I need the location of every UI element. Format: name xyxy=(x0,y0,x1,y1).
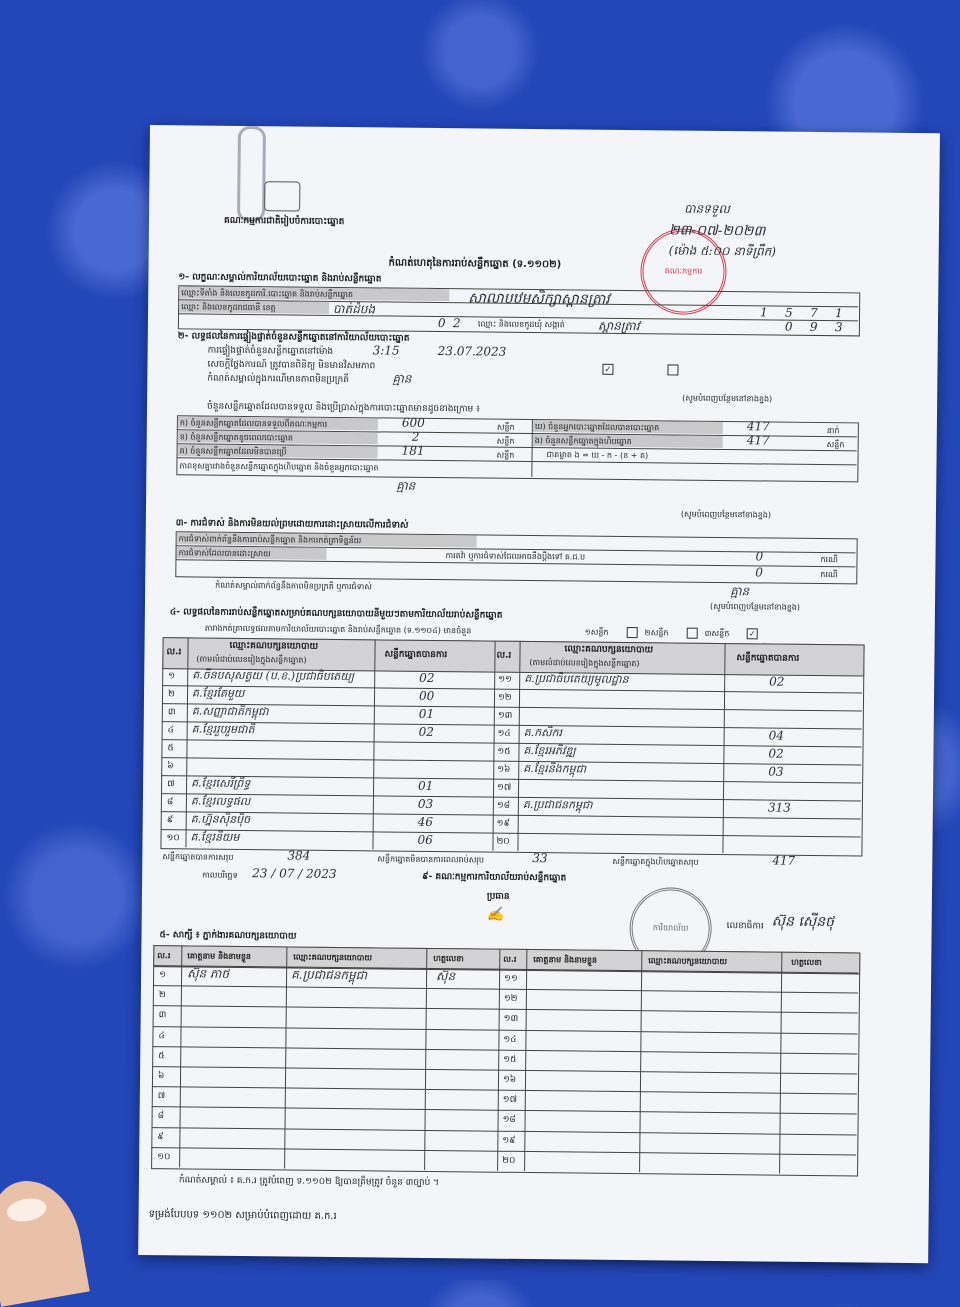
yes-checkbox: ✓ xyxy=(602,364,613,375)
results-party-name: គ.ខ្មែរនិងកម្ពុជា xyxy=(523,761,587,776)
results-party-votes: 01 xyxy=(418,706,435,722)
results-party-name: គ.កសិករ xyxy=(523,725,563,740)
section3-heading: ៣- ការជំទាស់ និងការមិនយល់ព្រមដោយការដោះស្រាយលើការជំទាស់ xyxy=(175,518,409,531)
results-row-no: ២ xyxy=(167,689,175,700)
received-date: ២៣-០៧-២០២៣ xyxy=(668,222,766,240)
bottom-note: កំណត់សម្គាល់ ៖ គ.ក.រ ត្រូវបំពេញ ទ.១១០២ ឱ្យបានត្រឹមត្រូវ ចំនួន ៣ច្បាប់ ។ xyxy=(178,1175,440,1189)
count-b-value: 2 xyxy=(411,429,420,444)
witness-row-no: ២០ xyxy=(502,1155,516,1166)
results-row-no: ១ xyxy=(168,671,176,682)
witness-row-no: ១៩ xyxy=(502,1135,516,1146)
results-row-no: ១១ xyxy=(498,674,512,685)
form-footer: ទម្រង់បែបបទ ១១០២ សម្រាប់បំពេញដោយ គ.ក.រ xyxy=(148,1209,337,1223)
sheets-2-label: ២សន្លឹក xyxy=(644,628,669,638)
fill-note-1: (សូមបំពេញបន្ថែមនៅខាងខ្នង) xyxy=(682,393,773,404)
witness-row-no: ២ xyxy=(158,990,166,1001)
witness-1-signature: ស៊ុន xyxy=(436,969,456,984)
results-party-name: គ.ប្រជាជនកម្ពុជា xyxy=(522,797,593,812)
witness-row-no: ៩ xyxy=(157,1131,164,1142)
witness-col-name-right: គោត្តនាម និងនាមខ្លួន xyxy=(533,955,598,965)
col-party-right: ឈ្មោះគណបក្សនយោបាយ xyxy=(564,644,654,656)
col-party-sub-right: (តាមលំដាប់លេខរៀងក្នុងសន្លឹកឆ្នោត) xyxy=(529,658,640,669)
results-party-votes: 01 xyxy=(418,778,434,794)
results-party-votes: 02 xyxy=(769,674,785,689)
witness-col-no-right: ល.រ xyxy=(503,954,517,964)
count-b-label: ខ) ចំនួនសន្លឹកឆ្នោតខូចពេលបោះឆ្នោត xyxy=(179,432,294,443)
witness-row-no: ៧ xyxy=(157,1091,166,1102)
witness-1-name: ស៊ុន ភាថ xyxy=(187,966,230,981)
total-valid-value: 384 xyxy=(287,848,311,863)
col-party-sub-left: (តាមលំដាប់លេខរៀងក្នុងសន្លឹកឆ្នោត) xyxy=(196,654,307,665)
results-party-votes: 03 xyxy=(417,796,434,812)
station-code-4: 1 xyxy=(834,306,843,321)
total-invalid-label: សន្លឹកឆ្នោតមិនបានការពេលរាប់សរុប xyxy=(377,854,485,865)
objection-count-2: 0 xyxy=(755,565,764,580)
commune-value: ស្ពានត្រាវ xyxy=(597,318,640,334)
made-on-value: 23 / 07 / 2023 xyxy=(252,866,337,881)
formula: ជាគម្លាត ង = ឃ - ក - (ខ + គ) xyxy=(546,450,649,461)
witness-col-party-right: ឈ្មោះគណបក្សនយោបាយ xyxy=(648,956,728,967)
results-row-no: ១៥ xyxy=(497,746,511,757)
results-row-no: ៦ xyxy=(167,761,174,772)
objection-row1: ការជំទាស់ពាក់ព័ន្ធនឹងការរាប់សន្លឹកឆ្នោត និងការកត់ត្រាទិន្នន័យ xyxy=(178,534,362,546)
objection-observation-value: គ្មាន xyxy=(730,584,750,599)
counts-intro: ចំនួនសន្លឹកឆ្នោតដែលបានទទួល និងប្រើប្រាស់ក្នុងការបោះឆ្នោតមានដូចខាងក្រោម ៖ xyxy=(207,401,481,415)
count-c-unit: សន្លឹក xyxy=(496,450,515,460)
count-a-value: 600 xyxy=(401,415,425,430)
station-code-3: 7 xyxy=(809,305,818,321)
section5-heading: ៥- សាក្សី ៖ ភ្នាក់ងារគណបក្សនយោបាយ xyxy=(159,930,297,942)
observation-label: កំណត់សម្គាល់ក្នុងករណីមានភាពមិនប្រក្រតី xyxy=(207,373,349,386)
count-d-unit: នាក់ xyxy=(826,426,840,436)
results-row-no: ១៧ xyxy=(497,782,512,793)
objection-unit-2: ករណី xyxy=(820,570,838,580)
results-row-no: ៣ xyxy=(167,707,176,718)
note-line: សេចក្ដីថ្លែងការណ៍ ត្រូវបានពិនិត្យ មិនមានវិសមភាព xyxy=(207,359,376,372)
witness-col-sig: ហត្ថលេខា xyxy=(433,954,464,964)
results-party-votes: 06 xyxy=(417,832,433,848)
results-row-no: ២០ xyxy=(496,836,510,847)
total-valid-label: សន្លឹកឆ្នោតបានការសរុប xyxy=(162,852,234,862)
results-party-votes: 313 xyxy=(767,800,791,815)
witness-row-no: ៨ xyxy=(157,1111,165,1122)
results-row-no: ៤ xyxy=(167,725,175,736)
fingernail xyxy=(5,1196,48,1225)
province-value: បាត់ដំបង xyxy=(333,301,376,317)
commune-code-1: 0 xyxy=(784,319,793,334)
province-code-2: 2 xyxy=(452,316,461,331)
observation-value: គ្មាន xyxy=(392,371,412,386)
results-party-votes: 04 xyxy=(768,728,784,743)
col-votes-right: សន្លឹកឆ្នោតបានការ xyxy=(736,653,800,664)
objection-observation: កំណត់សម្គាល់ពាក់ព័ន្ធនឹងភាពមិនប្រក្រតី ឬការជំទាស់ xyxy=(215,580,372,592)
results-party-name: គ.ចីនបសុសត្វយ (ប.ខ.)ប្រជាធិបតេយ្យ xyxy=(192,668,355,684)
section1-heading: ១- លក្ខណៈសម្គាល់ការិយាល័យបោះឆ្នោត និងរាប់សន្លឹកឆ្នោត xyxy=(178,272,382,285)
witness-1-party: គ.ប្រជាជនកម្ពុជា xyxy=(291,967,368,983)
chairman-label: ប្រធាន xyxy=(486,891,510,902)
results-row-no: ៩ xyxy=(166,815,174,826)
results-row-no: ១២ xyxy=(497,692,512,703)
results-row-no: ១៨ xyxy=(496,800,511,811)
committee-signoff: ៩- គណៈកម្មការការិយាល័យរាប់សន្លឹកឆ្នោត xyxy=(422,871,567,884)
total-invalid-value: 33 xyxy=(532,851,548,866)
witness-col-no: ល.រ xyxy=(157,951,171,961)
secretary-label: លេខាធិការ xyxy=(726,921,764,932)
commune-code-2: 9 xyxy=(809,319,818,335)
col-no-left: ល.រ xyxy=(166,647,182,658)
count-d-value: 417 xyxy=(746,419,770,434)
fill-note-3: (សូមបំពេញបន្ថែមនៅខាងខ្នង) xyxy=(709,601,801,612)
sheets-1-checkbox xyxy=(627,627,638,638)
results-row-no: ១០ xyxy=(166,833,180,844)
section4-heading: ៤- លទ្ធផលនៃការរាប់សន្លឹកឆ្នោតសម្រាប់គណបក្សនយោបាយនីមួយៗតាមការិយាល័យរាប់សន្លឹកឆ្នោត xyxy=(169,607,503,621)
commune-code-3: 3 xyxy=(834,320,843,335)
count-a-label: ក) ចំនួនសន្លឹកឆ្នោតដែលបានទទួលពីគណៈកម្មការ xyxy=(179,418,328,429)
total-box-value: 417 xyxy=(772,853,796,868)
results-party-name: គ.ខ្មែរសេរីព្រឹទ្ធ xyxy=(191,776,251,791)
results-party-name: គ.ហ្វ៊ុនស៊ិនប៉ិច xyxy=(190,812,251,827)
count-b-unit: សន្លឹក xyxy=(496,436,515,446)
results-row-no: ១៤ xyxy=(497,728,511,739)
results-party-votes: 02 xyxy=(418,724,435,740)
received-time: (ម៉ោង ៥:០០ នាទីព្រឹក) xyxy=(668,243,777,259)
chairman-signature: ✍ xyxy=(486,906,505,923)
red-official-stamp: គណៈកម្មការ xyxy=(640,228,727,315)
results-party-votes: 03 xyxy=(768,764,784,779)
objection-count-1: 0 xyxy=(755,549,764,564)
time-value: 3:15 xyxy=(372,343,400,358)
station-code-2: 5 xyxy=(784,305,793,320)
province-label: ឈ្មោះ និងលេខកូដរាជធានី ខេត្ត xyxy=(181,302,276,313)
count-c-value: 181 xyxy=(401,443,425,458)
commune-label: ឈ្មោះ និងលេខកូដឃុំ សង្កាត់ xyxy=(477,319,565,330)
results-party-name: គ.ខ្មែរលទ្ធផល xyxy=(190,794,251,809)
received-note: បានទទួល xyxy=(684,201,730,217)
witness-row-no: ៥ xyxy=(158,1050,165,1062)
difference-observation: គ្មាន xyxy=(396,478,416,493)
witness-row-no: ១ xyxy=(159,970,166,981)
results-row-no: ១៩ xyxy=(496,818,510,829)
section4-note: តារាងកត់ត្រាលទ្ធផលតាមការិយាល័យបោះឆ្នោត និងរាប់សន្លឹកឆ្នោត (ទ.១១០៤) មានចំនួន xyxy=(204,623,472,636)
hand-holding-paper xyxy=(0,1173,90,1307)
witness-row-no: ១១ xyxy=(504,973,518,984)
witness-row-no: ១៦ xyxy=(502,1074,517,1085)
results-row-no: ១៣ xyxy=(497,710,513,721)
results-row-no: ៨ xyxy=(166,797,174,808)
results-party-votes: 00 xyxy=(418,688,435,704)
polling-station-value: សាលាបឋមសិក្សាស្ពានត្រាវ xyxy=(468,290,610,308)
sheets-3-checkbox: ✓ xyxy=(747,628,758,639)
made-on-label: កាលបរិច្ឆេទ xyxy=(202,870,238,880)
witness-row-no: ១២ xyxy=(503,993,518,1005)
results-party-name: គ.ខ្មែរតែមួយ xyxy=(191,686,245,701)
paper-clip-icon xyxy=(237,126,266,222)
sheets-2-checkbox xyxy=(687,628,698,639)
committee-logo-icon xyxy=(264,181,300,211)
province-code-1: 0 xyxy=(437,316,446,331)
station-name-label: ឈ្មោះទីតាំង និងលេខកូដការិ.បោះឆ្នោត និងរាប់សន្លឹកឆ្នោត xyxy=(181,288,353,300)
results-party-name: គ.ប្រជាធិបតេយ្យមូលដ្ឋាន xyxy=(524,671,629,687)
no-checkbox xyxy=(667,364,678,375)
total-box-label: សន្លឹកឆ្នោតក្នុងហិបឆ្នោតសរុប xyxy=(612,856,699,867)
witness-row-no: ១៥ xyxy=(503,1054,517,1065)
time-label: ការផ្ទៀងផ្ទាត់ចំនួនសន្លឹកឆ្នោតនៅម៉ោង xyxy=(207,345,334,357)
form-title: កំណត់ហេតុនៃការរាប់សន្លឹកឆ្នោត (ទ.១១០២) xyxy=(388,257,562,271)
results-row-no: ៥ xyxy=(167,743,174,754)
witness-row-no: ៤ xyxy=(158,1030,165,1041)
count-a-unit: សន្លឹក xyxy=(496,422,515,432)
results-party-votes: 02 xyxy=(768,746,784,761)
committee-label: គណៈកម្មការជាតិរៀបចំការបោះឆ្នោត xyxy=(223,215,345,228)
witness-row-no: ១០ xyxy=(157,1151,171,1163)
results-row-no: ៧ xyxy=(167,779,175,790)
results-row-no: ១៦ xyxy=(497,764,511,775)
witness-row-no: ៣ xyxy=(158,1010,167,1021)
count-c-label: គ) ចំនួនសន្លឹកឆ្នោតដែលមិនបានប្រើ xyxy=(179,446,287,457)
secretary-name: ស៊ុន ស៊ើនថុ xyxy=(771,913,834,931)
col-party-left: ឈ្មោះគណបក្សនយោបាយ xyxy=(229,640,319,652)
count-e-label: ង) ចំនួនសន្លឹកឆ្នោតក្នុងហិបឆ្នោត xyxy=(534,436,632,447)
sheets-3-label: ៣សន្លឹក xyxy=(704,628,730,639)
results-party-votes: 02 xyxy=(419,670,435,686)
witness-col-sig-right: ហត្ថលេខា xyxy=(791,957,822,968)
results-party-name: គ.ខ្មែររួបរួមជាតិ xyxy=(191,722,255,737)
results-party-name: គ.ខ្មែរនិយម xyxy=(190,830,240,844)
election-form-1102 xyxy=(138,125,940,1263)
gray-office-stamp: ការិយាល័យ xyxy=(629,887,712,970)
count-e-unit: សន្លឹក xyxy=(826,440,845,450)
objection-row2b: ការតវ៉ា ឬការជំទាស់ដែលអាចនឹងប្តឹងទៅ គ.ជ.ប xyxy=(445,551,586,562)
witness-row-no: ៦ xyxy=(157,1071,165,1082)
results-party-name: គ.ខ្មែរអភិវឌ្ឍ xyxy=(523,743,576,758)
count-d-label: ឃ) ចំនួនអ្នកបោះឆ្នោតដែលបានបោះឆ្នោត xyxy=(534,422,660,433)
witness-row-no: ១៤ xyxy=(503,1034,517,1045)
witness-row-no: ១៧ xyxy=(502,1094,518,1106)
station-code-1: 1 xyxy=(759,305,768,320)
sheets-1-label: ១សន្លឹក xyxy=(584,627,609,637)
results-party-name: គ.សញ្ញាជាតិកម្ពុជា xyxy=(191,704,269,719)
witness-row-no: ១៣ xyxy=(503,1014,519,1025)
difference-note: ភាពខុសគ្នារវាងចំនួនសន្លឹកឆ្នោតក្នុងហិបឆ្នោត និងចំនួនអ្នកបោះឆ្នោត xyxy=(179,461,379,473)
col-no-right: ល.រ xyxy=(496,650,512,661)
witness-col-party: ឈ្មោះគណបក្សនយោបាយ xyxy=(293,952,373,963)
objection-row2: ការជំទាស់ដែលបានដោះស្រាយ xyxy=(178,548,271,559)
witness-col-name: គោត្តនាម និងនាមខ្លួន xyxy=(187,951,252,962)
fill-note-2: (សូមបំពេញបន្ថែមនៅខាងខ្នង) xyxy=(680,509,772,520)
objection-unit-1: ករណី xyxy=(820,555,838,565)
results-party-votes: 46 xyxy=(417,814,434,830)
date-value: 23.07.2023 xyxy=(437,344,507,359)
witness-row-no: ១៨ xyxy=(502,1115,516,1126)
section2-heading: ២- លទ្ធផលនៃការផ្ទៀងផ្ទាត់ចំនួនសន្លឹកឆ្នោតនៅការិយាល័យបោះឆ្នោត xyxy=(177,331,410,344)
count-e-value: 417 xyxy=(746,433,770,448)
col-votes-left: សន្លឹកឆ្នោតបានការ xyxy=(384,649,448,661)
